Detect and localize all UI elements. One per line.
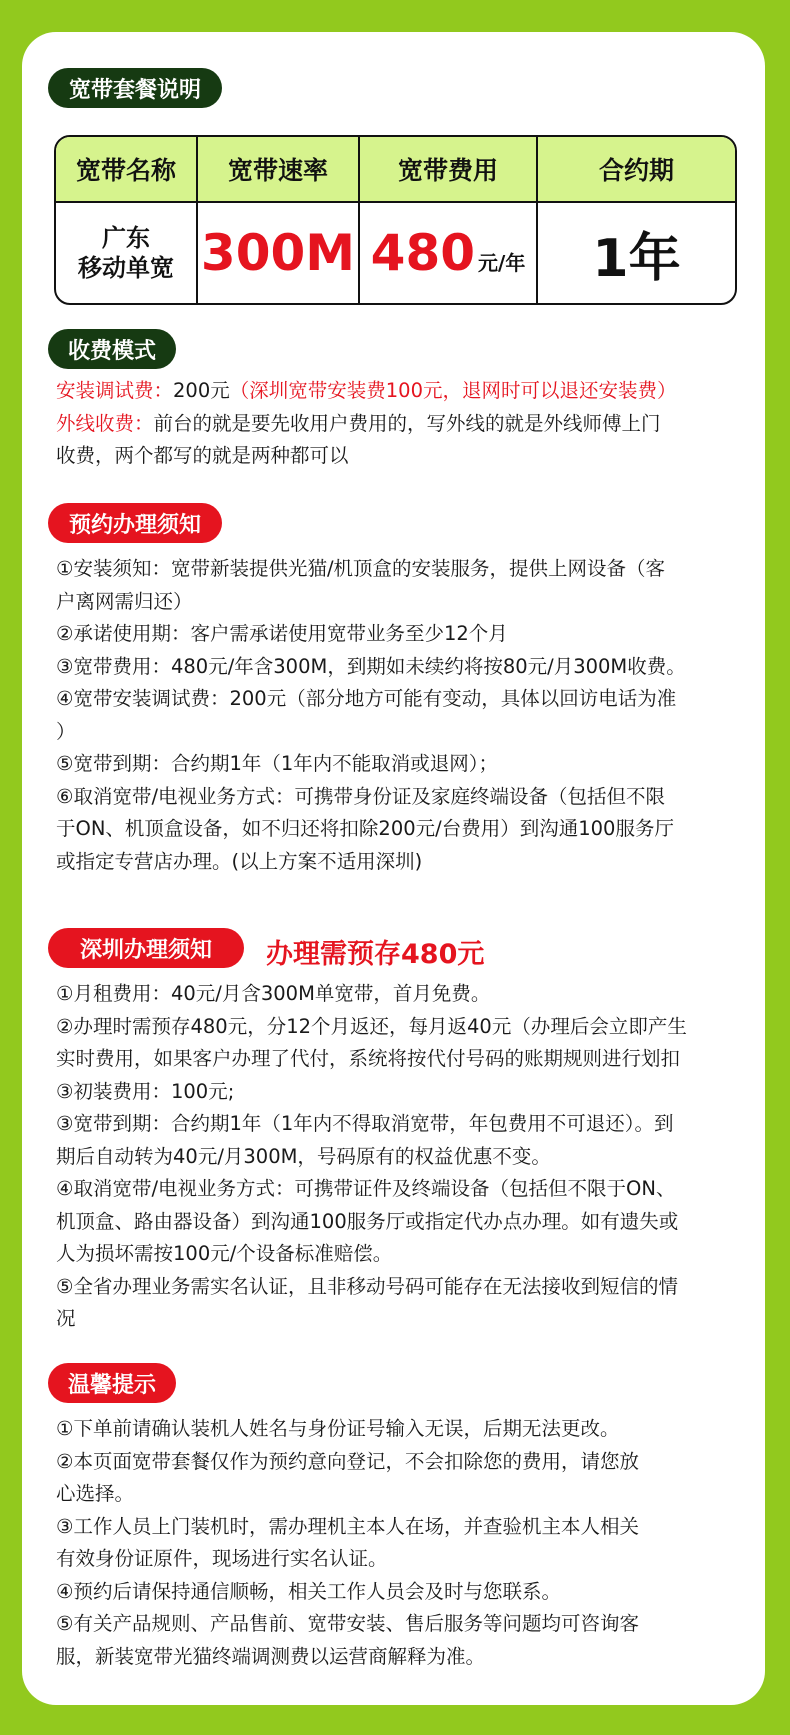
list-item: ）: [56, 719, 76, 743]
fee-cell: [360, 203, 538, 303]
table-row: [56, 203, 735, 303]
term-value: 1年: [592, 228, 681, 289]
speed-cell: [198, 203, 360, 303]
shenzhen-notes: [56, 978, 746, 1336]
fee-unit: 元/年: [478, 251, 526, 275]
list-item: ⑤有关产品规则、产品售前、宽带安装、售后服务等问题均可咨询客: [56, 1612, 639, 1635]
list-item: ③宽带到期：合约期1年（1年内不得取消宽带，年包费用不可退还）。到: [56, 1112, 674, 1135]
header-term: 合约期: [538, 137, 735, 203]
list-item: ⑥取消宽带/电视业务方式：可携带身份证及家庭终端设备（包括但不限: [56, 784, 666, 808]
list-item: 或指定专营店办理。(以上方案不适用深圳): [56, 849, 423, 873]
list-item: ①下单前请确认装机人姓名与身份证号输入无误，后期无法更改。: [56, 1417, 620, 1440]
fee-mode-text: [56, 375, 746, 473]
table-header-row: [56, 137, 735, 203]
booking-notes: [56, 553, 746, 878]
list-item: ①月租费用：40元/月含300M单宽带，首月免费。: [56, 982, 491, 1005]
list-item: 机顶盒、路由器设备）到沟通100服务厅或指定代办点办理。如有遗失或: [56, 1209, 679, 1233]
list-item: ⑤宽带到期：合约期1年（1年内不能取消或退网）；: [56, 752, 499, 775]
term-cell: [538, 203, 735, 303]
install-fee-value: 200元: [173, 379, 230, 402]
list-item: 服，新装宽带光猫终端调测费以运营商解释为准。: [56, 1644, 486, 1668]
fee-section-title: 收费模式: [48, 329, 176, 369]
list-item: ②承诺使用期：客户需承诺使用宽带业务至少12个月: [56, 622, 508, 645]
shenzhen-section-title: 深圳办理须知: [48, 928, 244, 968]
header-name: 宽带名称: [56, 137, 198, 203]
line-fee-line: [56, 408, 746, 441]
list-item: 有效身份证原件，现场进行实名认证。: [56, 1547, 388, 1570]
package-section-title: 宽带套餐说明: [48, 68, 222, 108]
shenzhen-headline: 办理需预存480元: [266, 939, 485, 970]
fee-amount: 480: [370, 224, 476, 282]
list-item: 实时费用，如果客户办理了代付，系统将按代付号码的账期规则进行划扣: [56, 1047, 681, 1070]
tips-section-title: 温馨提示: [48, 1363, 176, 1403]
header-fee: 宽带费用: [360, 137, 538, 203]
list-item: ②办理时需预存480元，分12个月返还，每月返40元（办理后会立即产生: [56, 1014, 687, 1038]
package-name-line2: 移动单宽: [78, 254, 174, 282]
install-fee-label: 安装调试费：: [56, 379, 174, 402]
list-item: ⑤全省办理业务需实名认证，且非移动号码可能存在无法接收到短信的情: [56, 1274, 678, 1298]
install-fee-line: [56, 375, 746, 408]
header-speed: 宽带速率: [198, 137, 360, 203]
list-item: ③工作人员上门装机时，需办理机主本人在场，并查验机主本人相关: [56, 1514, 639, 1538]
list-item: ④预约后请保持通信顺畅，相关工作人员会及时与您联系。: [56, 1579, 561, 1603]
line-fee-text-1: 前台的就是要先收用户费用的，写外线的就是外线师傅上门: [153, 411, 661, 435]
list-item: 户离网需归还）: [56, 589, 193, 613]
line-fee-line-2: 收费，两个都写的就是两种都可以: [56, 444, 349, 467]
package-table: [54, 135, 737, 305]
list-item: 期后自动转为40元/月300M，号码原有的权益优惠不变。: [56, 1144, 551, 1168]
booking-section-title: 预约办理须知: [48, 503, 222, 543]
package-name-line1: 广东: [102, 224, 150, 252]
list-item: ③宽带费用：480元/年含300M，到期如未续约将按80元/月300M收费。: [56, 654, 686, 678]
list-item: 人为损坏需按100元/个设备标准赔偿。: [56, 1242, 393, 1265]
line-fee-label: 外线收费：: [56, 411, 154, 435]
list-item: ④取消宽带/电视业务方式：可携带证件及终端设备（包括但不限于ON、: [56, 1177, 676, 1200]
list-item: 于ON、机顶盒设备，如不归还将扣除200元/台费用）到沟通100服务厅: [56, 817, 674, 840]
list-item: 况: [56, 1307, 76, 1330]
list-item: ①安装须知：宽带新装提供光猫/机顶盒的安装服务，提供上网设备（客: [56, 557, 666, 580]
content-card: [22, 32, 765, 1705]
list-item: 心选择。: [56, 1482, 135, 1505]
list-item: ②本页面宽带套餐仅作为预约意向登记，不会扣除您的费用，请您放: [56, 1449, 639, 1473]
install-fee-note: （深圳宽带安装费100元，退网时可以退还安装费）: [229, 379, 677, 402]
speed-value: 300M: [200, 224, 356, 282]
tips-notes: [56, 1413, 746, 1673]
package-name-cell: [56, 203, 198, 303]
list-item: ④宽带安装调试费：200元（部分地方可能有变动，具体以回访电话为准: [56, 687, 677, 710]
list-item: ③初装费用：100元;: [56, 1079, 235, 1103]
